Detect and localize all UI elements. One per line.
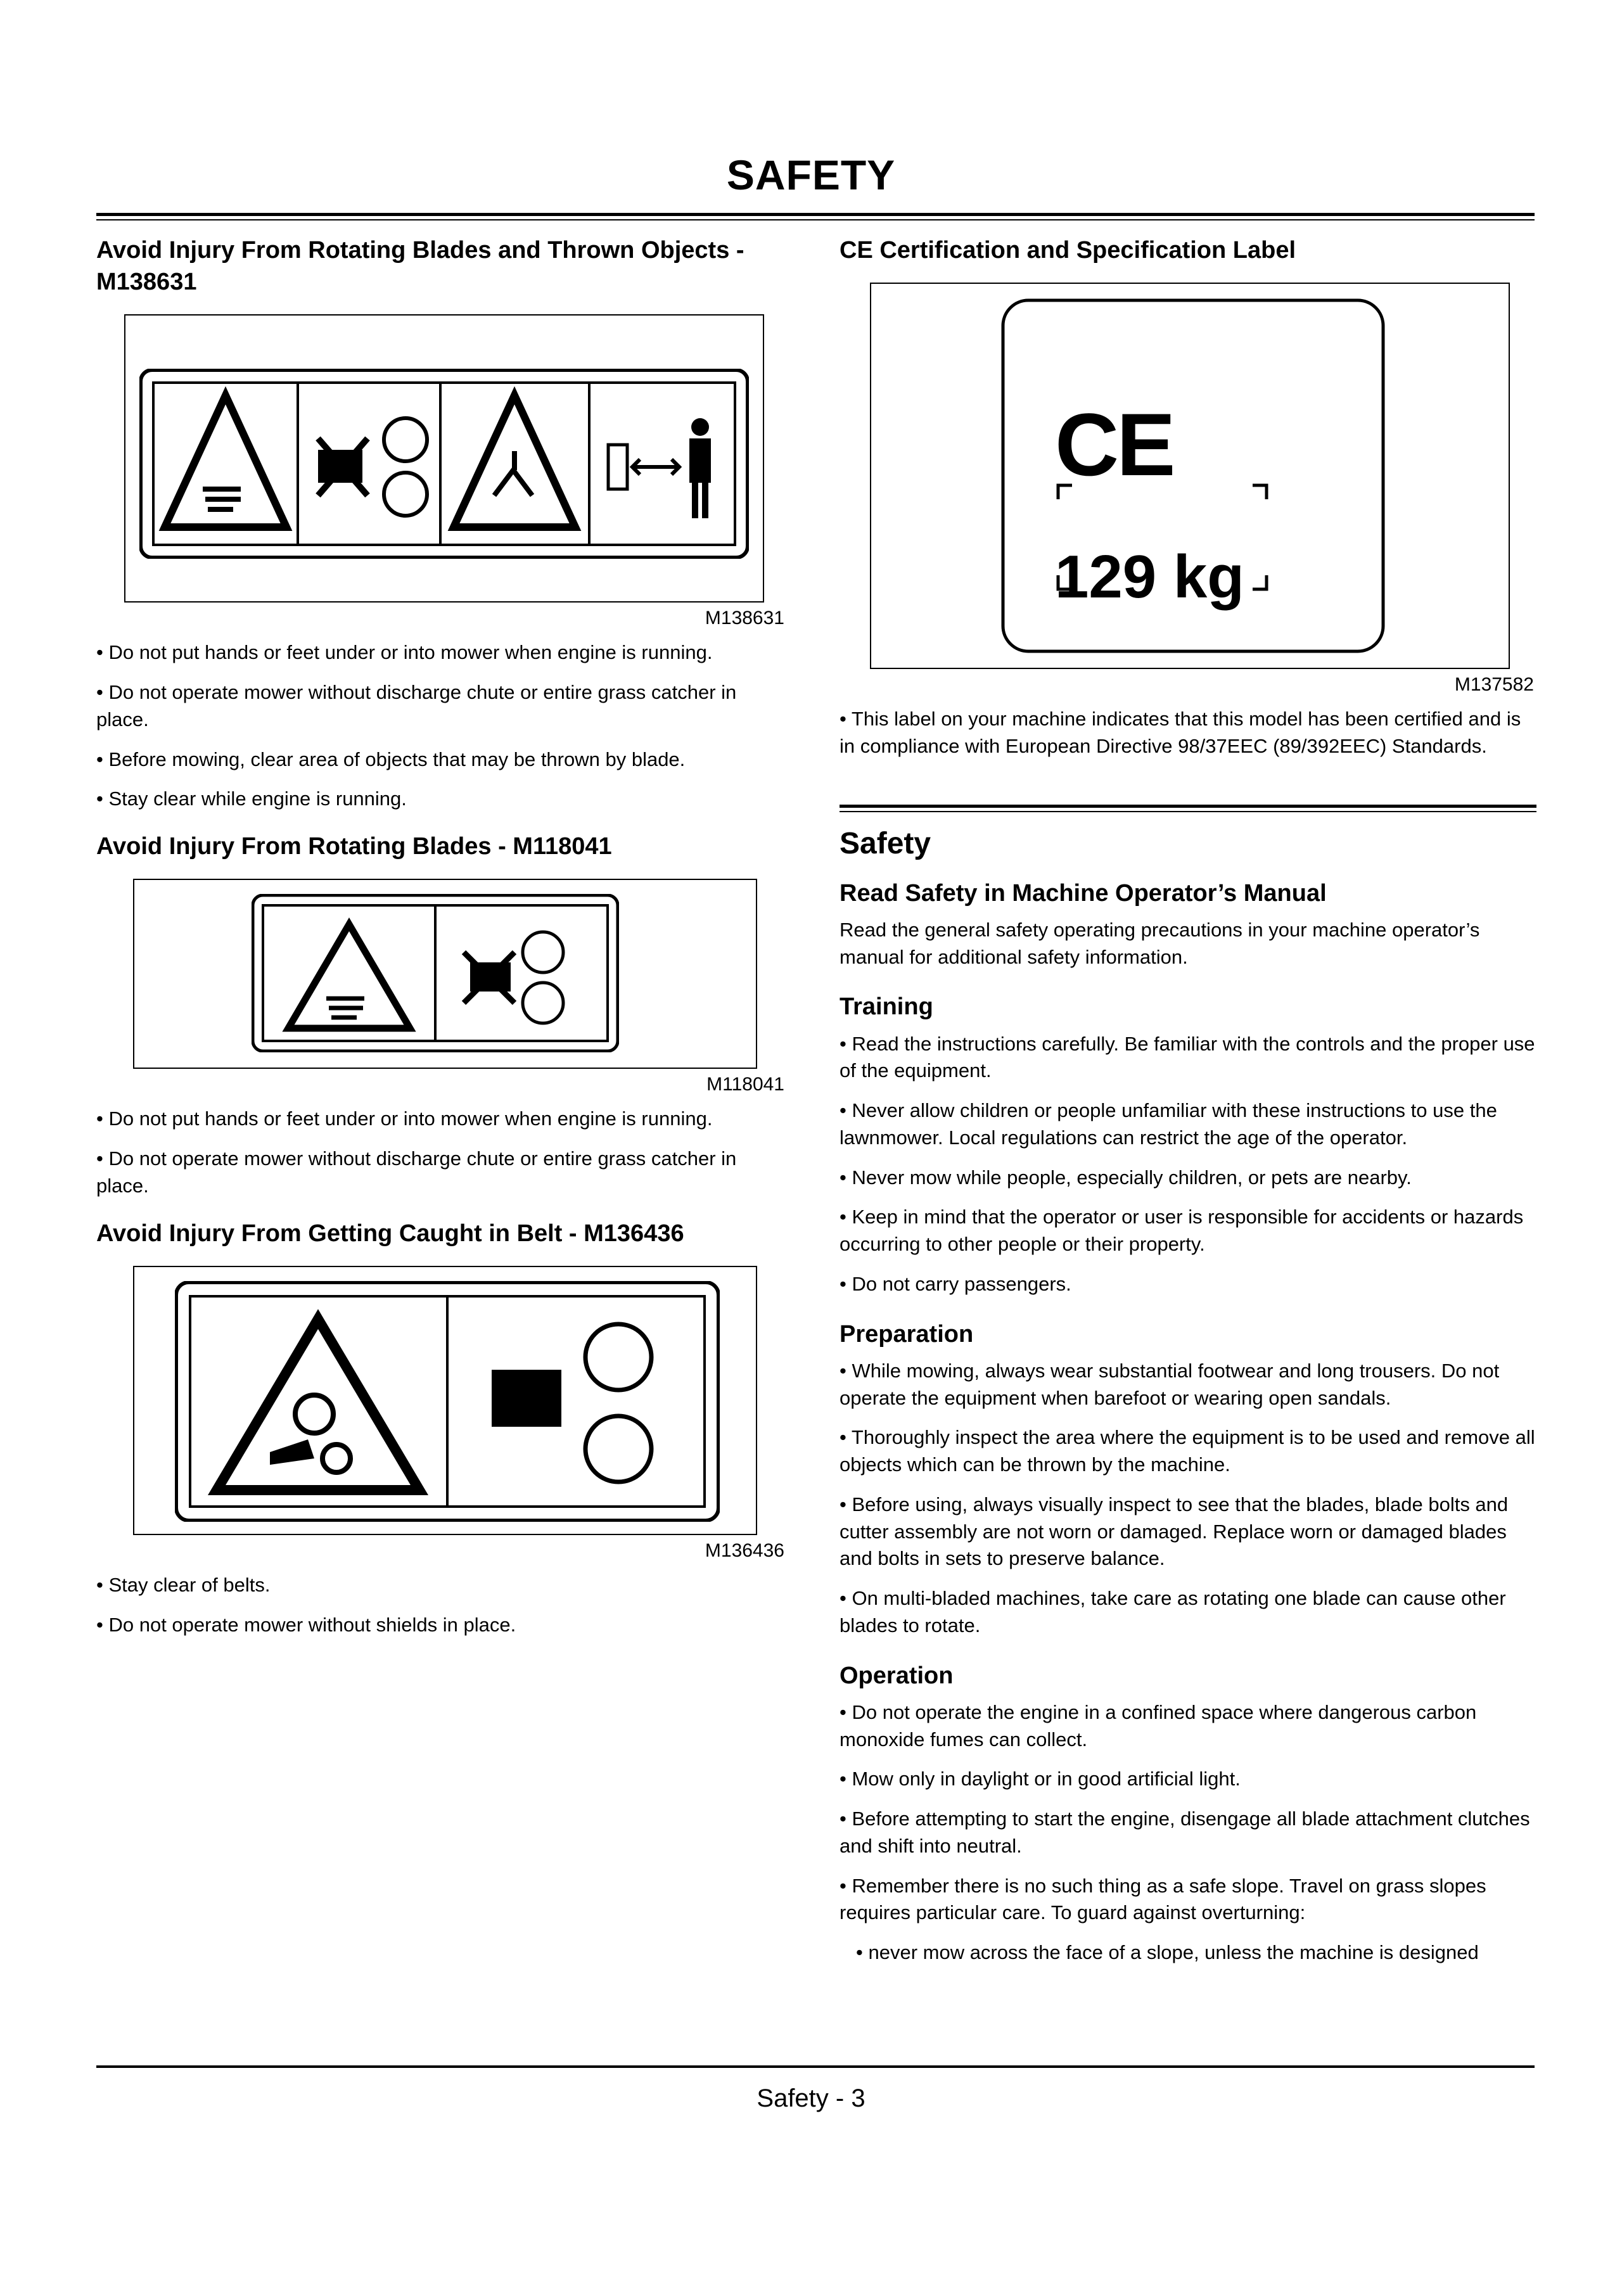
figure-caption: M138631 bbox=[705, 608, 784, 629]
bullet: • Remember there is no such thing as a safe slope. Travel on grass slopes requires particular care. To guard against overturning: bbox=[840, 1874, 1486, 1924]
header-rule bbox=[96, 213, 1535, 220]
bullet: • Do not operate mower without discharge chute or entire grass catcher in place. bbox=[96, 1147, 737, 1197]
figure-caption: M118041 bbox=[706, 1074, 784, 1095]
bullet: • Read the instructions carefully. Be familiar with the controls and the proper use of the equipment. bbox=[840, 1032, 1535, 1082]
section-heading-rotating-blades: Avoid Injury From Rotating Blades - M118041 bbox=[96, 833, 612, 860]
figure-m137582 bbox=[840, 283, 1536, 696]
bullet: • While mowing, always wear substantial footwear and long trousers. Do not operate the equipment when barefoot or wearing open sandals. bbox=[840, 1359, 1500, 1409]
section-heading-caught-in-belt: Avoid Injury From Getting Caught in Belt - M136436 bbox=[96, 1220, 684, 1247]
page-title: SAFETY bbox=[726, 151, 896, 198]
right-column bbox=[840, 234, 1536, 1979]
section-heading-ce-certification: CE Certification and Specification Label bbox=[840, 237, 1296, 264]
figure-m136436 bbox=[96, 1266, 787, 1562]
thrown-object-warning-icon bbox=[454, 395, 575, 527]
figure-m118041 bbox=[96, 879, 787, 1095]
section-rule bbox=[840, 805, 1536, 812]
bullet: • Before attempting to start the engine, disengage all blade attachment clutches and shift into neutral. bbox=[840, 1808, 1530, 1857]
sub-bullet: • never mow across the face of a slope, unless the machine is designed bbox=[856, 1941, 1479, 1964]
section-heading-rotating-blades-thrown-objects: Avoid Injury From Rotating Blades and Thrown Objects - M138631 bbox=[96, 237, 744, 296]
left-column bbox=[96, 234, 787, 1651]
figure-m138631 bbox=[96, 314, 787, 629]
subheading-training: Training bbox=[840, 993, 933, 1021]
bullet: • Stay clear while engine is running. bbox=[96, 788, 407, 810]
bullet: • Do not operate mower without shields in place. bbox=[96, 1613, 516, 1636]
page-number: Safety - 3 bbox=[757, 2084, 865, 2112]
figure-caption: M136436 bbox=[705, 1540, 784, 1561]
paragraph: Read the general safety operating precautions in your machine operator’s manual for additional safety information. bbox=[840, 918, 1480, 968]
no-hands-blade-icon bbox=[464, 932, 563, 1023]
bullet: • Do not put hands or feet under or into mower when engine is running. bbox=[96, 1107, 713, 1130]
section-heading-safety: Safety bbox=[840, 826, 931, 860]
no-hands-blade-icon bbox=[318, 418, 427, 516]
ce-weight: 129 kg bbox=[1055, 543, 1244, 611]
no-hands-belt-icon bbox=[492, 1324, 651, 1482]
subheading-operation: Operation bbox=[840, 1662, 954, 1689]
bullet: • Do not operate the engine in a confined space where dangerous carbon monoxide fumes can collect. bbox=[840, 1700, 1477, 1751]
warning-triangle-icon bbox=[288, 924, 410, 1028]
bullet: • On multi-bladed machines, take care as rotating one blade can cause other blades to rotate. bbox=[840, 1587, 1506, 1636]
bullet: • Do not put hands or feet under or into mower when engine is running. bbox=[96, 641, 713, 664]
bullet: • Do not operate mower without discharge chute or entire grass catcher in place. bbox=[96, 681, 737, 730]
bullet: • Never mow while people, especially children, or pets are nearby. bbox=[840, 1166, 1412, 1189]
bullet: • Do not carry passengers. bbox=[840, 1272, 1071, 1295]
bullet: • This label on your machine indicates that this model has been certified and is in compliance with European Directive 98/37EEC (89/392EEC) Standards. bbox=[840, 708, 1521, 757]
bullet: • Thoroughly inspect the area where the equipment is to be used and remove all objects which can be thrown by the machine. bbox=[840, 1426, 1535, 1476]
ce-mark: CE bbox=[1055, 395, 1173, 495]
footer-rule bbox=[96, 2065, 1535, 2068]
bullet: • Never allow children or people unfamiliar with these instructions to use the lawnmower. Local regulations can restrict the age of the operator. bbox=[840, 1099, 1497, 1149]
subheading-preparation: Preparation bbox=[840, 1320, 974, 1348]
keep-distance-icon bbox=[608, 418, 711, 518]
warning-decal-m138631 bbox=[139, 369, 749, 559]
bullet: • Keep in mind that the operator or user is responsible for accidents or hazards occurring to other people or their property. bbox=[840, 1206, 1524, 1256]
subheading-read-safety: Read Safety in Machine Operator’s Manual bbox=[840, 879, 1327, 907]
warning-triangle-icon bbox=[165, 395, 286, 527]
bullet: • Before using, always visually inspect to see that the blades, blade bolts and cutter assembly are not worn or damaged. Replace worn or damaged blades and bolts in sets to preserve balance. bbox=[840, 1493, 1509, 1570]
bullet: • Before mowing, clear area of objects that may be thrown by blade. bbox=[96, 748, 686, 770]
warning-decal-m136436 bbox=[175, 1281, 720, 1522]
belt-entanglement-warning-icon bbox=[217, 1319, 419, 1490]
figure-caption: M137582 bbox=[1454, 674, 1534, 696]
warning-decal-m118041 bbox=[252, 894, 619, 1052]
bullet: • Stay clear of belts. bbox=[96, 1573, 271, 1596]
bullet: • Mow only in daylight or in good artificial light. bbox=[840, 1768, 1241, 1790]
